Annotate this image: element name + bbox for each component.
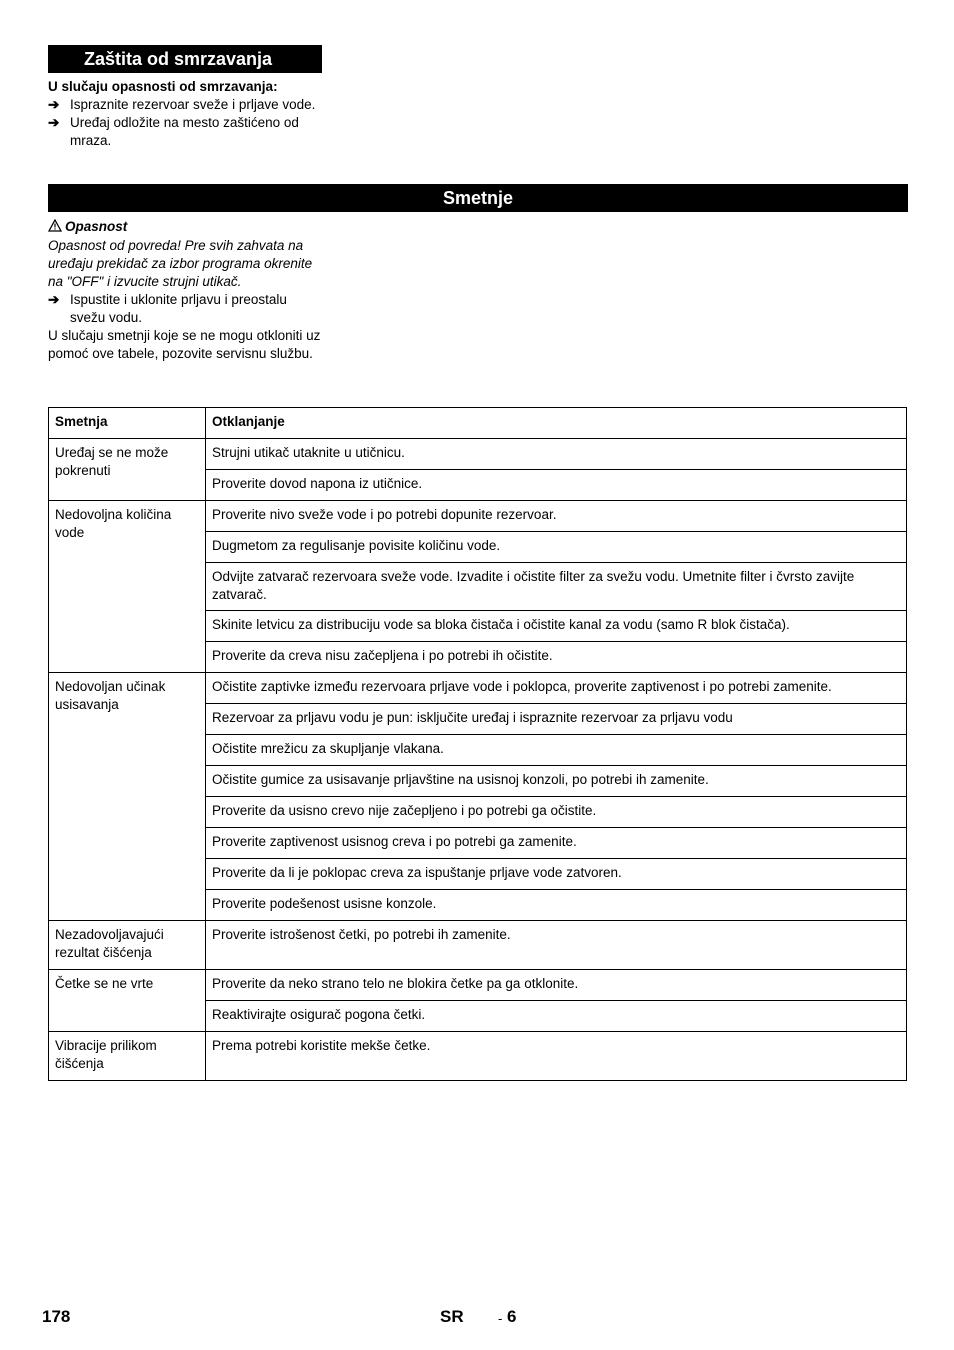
remedy-cell: Očistite mrežicu za skupljanje vlakana. xyxy=(206,735,907,766)
page-separator: - xyxy=(498,1311,503,1326)
remedy-cell: Rezervoar za prljavu vodu je pun: isključite uređaj i ispraznite rezervoar za prljavu vodu xyxy=(206,704,907,735)
arrow-right-icon: ➔ xyxy=(48,97,60,112)
remedy-cell: Reaktivirajte osigurač pogona četki. xyxy=(206,1001,907,1032)
table-row xyxy=(49,501,907,532)
remedy-cell: Proverite da usisno crevo nije začepljeno i po potrebi ga očistite. xyxy=(206,797,907,828)
danger-label-line xyxy=(48,218,323,237)
remedy-cell: Proverite da neko strano telo ne blokira četke pa ga otklonite. xyxy=(206,970,907,1001)
frost-protection-heading: Zaštita od smrzavanja xyxy=(48,45,322,73)
sub-page-number: 6 xyxy=(507,1307,517,1326)
troubleshooting-table xyxy=(48,407,907,1081)
remedy-cell: Očistite gumice za usisavanje prljavštine na usisnoj konzoli, po potrebi ih zamenite. xyxy=(206,766,907,797)
table-row xyxy=(49,921,907,970)
remedy-cell: Skinite letvicu za distribuciju vode sa bloka čistača i očistite kanal za vodu (samo R blok čistača). xyxy=(206,611,907,642)
fault-cell: Nedovoljna količina vode xyxy=(49,501,206,673)
frost-step-text: Ispraznite rezervoar sveže i prljave vode. xyxy=(70,97,316,112)
remedy-cell: Prema potrebi koristite mekše četke. xyxy=(206,1032,907,1081)
table-row xyxy=(49,673,907,704)
fault-cell: Uređaj se ne može pokrenuti xyxy=(49,439,206,501)
column-header-remedy: Otklanjanje xyxy=(206,408,907,439)
remedy-cell: Proverite podešenost usisne konzole. xyxy=(206,890,907,921)
column-header-fault: Smetnja xyxy=(49,408,206,439)
fault-cell: Nezadovoljavajući rezultat čišćenja xyxy=(49,921,206,970)
warning-triangle-icon xyxy=(48,219,65,237)
frost-intro: U slučaju opasnosti od smrzavanja: xyxy=(48,79,278,94)
remedy-cell: Strujni utikač utaknite u utičnicu. xyxy=(206,439,907,470)
frost-protection-section xyxy=(48,78,323,150)
remedy-cell: Proverite istrošenost četki, po potrebi ih zamenite. xyxy=(206,921,907,970)
table-header-row xyxy=(49,408,907,439)
remedy-cell: Očistite zaptivke između rezervoara prljave vode i poklopca, proverite zaptivenost i po potrebi zamenite. xyxy=(206,673,907,704)
table-row xyxy=(49,970,907,1001)
fault-step-text: Ispustite i uklonite prljavu i preostalu svežu vodu. xyxy=(70,292,287,325)
fault-cell: Četke se ne vrte xyxy=(49,970,206,1032)
frost-step xyxy=(48,96,323,114)
remedy-cell: Proverite nivo sveže vode i po potrebi dopunite rezervoar. xyxy=(206,501,907,532)
remedy-cell: Proverite da creva nisu začepljena i po potrebi ih očistite. xyxy=(206,642,907,673)
arrow-right-icon: ➔ xyxy=(48,115,60,130)
danger-text: Opasnost od povreda! Pre svih zahvata na uređaju prekidač za izbor programa okrenite na "OFF" i izvucite strujni utikač. xyxy=(48,238,313,289)
frost-step-text: Uređaj odložite na mesto zaštićeno od mraza. xyxy=(70,115,299,148)
danger-label: Opasnost xyxy=(65,219,128,234)
arrow-right-icon: ➔ xyxy=(48,292,60,307)
remedy-cell: Proverite zaptivenost usisnog creva i po potrebi ga zamenite. xyxy=(206,828,907,859)
table-body xyxy=(49,439,907,1081)
remedy-cell: Dugmetom za regulisanje povisite količinu vode. xyxy=(206,532,907,563)
remedy-cell: Odvijte zatvarač rezervoara sveže vode. Izvadite i očistite filter za svežu vodu. Umetnite filter i čvrsto zavijte zatvarač. xyxy=(206,563,907,611)
language-code: SR xyxy=(440,1307,464,1326)
faults-heading: Smetnje xyxy=(48,184,908,212)
fault-step xyxy=(48,291,323,327)
faults-intro-section xyxy=(48,218,323,363)
remedy-cell: Proverite dovod napona iz utičnice. xyxy=(206,470,907,501)
page-number: 178 xyxy=(42,1307,71,1326)
table-row xyxy=(49,439,907,470)
remedy-cell: Proverite da li je poklopac creva za ispuštanje prljave vode zatvoren. xyxy=(206,859,907,890)
table-row xyxy=(49,1032,907,1081)
fault-cell: Vibracije prilikom čišćenja xyxy=(49,1032,206,1081)
service-note: U slučaju smetnji koje se ne mogu otkloniti uz pomoć ove tabele, pozovite servisnu službu. xyxy=(48,328,321,361)
frost-step xyxy=(48,114,323,150)
fault-cell: Nedovoljan učinak usisavanja xyxy=(49,673,206,921)
